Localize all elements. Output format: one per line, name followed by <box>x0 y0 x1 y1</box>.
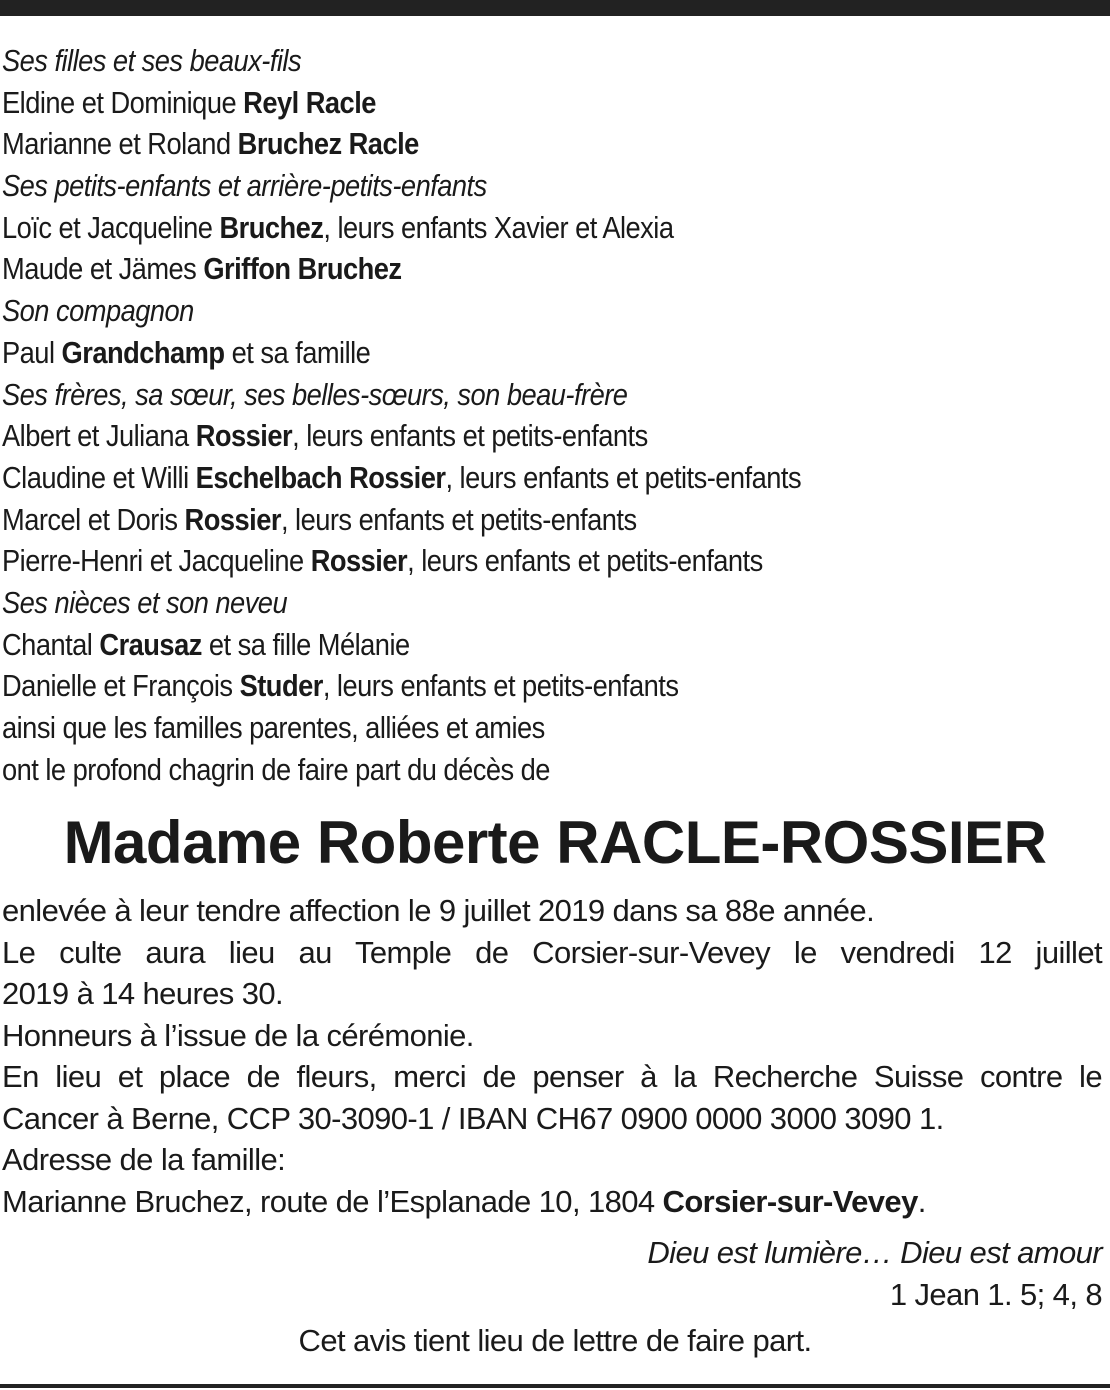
surname: Griffon Bruchez <box>203 251 402 287</box>
family-line-niece-1 <box>2 624 974 666</box>
family-address <box>2 1181 1102 1223</box>
given-names: Paul <box>2 334 62 370</box>
address-label: Adresse de la famille: <box>2 1142 286 1177</box>
honours-line: Honneurs à l’issue de la cérémonie. <box>2 1017 474 1053</box>
service-line-1: Le culte aura lieu au Temple de Corsier-sur-Vevey le vendredi 12 juillet <box>2 934 1102 970</box>
passing-date-line: enlevée à leur tendre affection le 9 juillet 2019 dans sa 88e année. <box>2 893 875 928</box>
suffix: , leurs enfants et petits-enfants <box>407 543 763 579</box>
given-names: Pierre-Henri et Jacqueline <box>2 543 311 579</box>
suffix: , leurs enfants et petits-enfants <box>280 501 637 537</box>
family-line-sibling-3 <box>2 499 974 541</box>
surname: Eschelbach Rossier <box>195 459 446 495</box>
family-line-niece-2 <box>2 665 974 707</box>
family-line-sibling-4 <box>2 540 974 582</box>
surname: Crausaz <box>99 626 202 662</box>
surname: Rossier <box>195 418 293 454</box>
given-names: Danielle et François <box>2 668 240 704</box>
suffix: et sa famille <box>224 334 371 370</box>
family-list <box>2 40 974 790</box>
given-names: Albert et Juliana <box>2 418 196 454</box>
suffix: , leurs enfants et petits-enfants <box>322 668 679 704</box>
quote-reference: 1 Jean 1. 5; 4, 8 <box>889 1276 1102 1312</box>
family-line-companion <box>2 332 974 374</box>
bottom-rule <box>0 1384 1110 1388</box>
surname: Grandchamp <box>61 334 225 370</box>
surname: Bruchez <box>219 209 324 245</box>
family-line-sibling-1 <box>2 415 974 457</box>
group-heading-nieces: Ses nièces et son neveu <box>2 584 288 620</box>
group-heading-daughters: Ses filles et ses beaux-fils <box>2 43 302 78</box>
deceased-name: Madame Roberte RACLE-ROSSIER <box>63 809 1047 876</box>
address-period: . <box>917 1183 926 1219</box>
surname: Studer <box>239 668 323 704</box>
group-heading-siblings: Ses frères, sa sœur, ses belles-sœurs, son beau-frère <box>2 376 628 412</box>
top-rule <box>0 0 1110 16</box>
scripture-quote <box>647 1232 1102 1315</box>
family-line-daughter-1 <box>2 82 974 124</box>
group-heading-grandchildren: Ses petits-enfants et arrière-petits-enfants <box>2 168 487 204</box>
family-line-grandchild-1 <box>2 207 974 249</box>
announcement-line: ont le profond chagrin de faire part du décès de <box>2 751 550 787</box>
suffix: , leurs enfants et petits-enfants <box>445 459 802 495</box>
given-names: Claudine et Willi <box>2 459 196 495</box>
quote-text: Dieu est lumière… Dieu est amour <box>647 1235 1102 1270</box>
surname: Reyl Racle <box>243 84 376 120</box>
surname: Bruchez Racle <box>237 126 419 162</box>
service-line-2: 2019 à 14 heures 30. <box>2 976 284 1011</box>
address-town: Corsier-sur-Vevey <box>662 1183 918 1219</box>
given-names: Eldine et Dominique <box>2 84 244 120</box>
suffix: , leurs enfants Xavier et Alexia <box>323 209 674 245</box>
extended-family-line: ainsi que les familles parentes, alliées et amies <box>2 710 545 745</box>
suffix: et sa fille Mélanie <box>201 626 410 662</box>
surname: Rossier <box>184 501 281 537</box>
suffix: , leurs enfants et petits-enfants <box>292 418 648 454</box>
given-names: Chantal <box>2 626 100 662</box>
closing-line: Cet avis tient lieu de lettre de faire part. <box>298 1323 812 1358</box>
donation-line-1: En lieu et place de fleurs, merci de penser à la Recherche Suisse contre le <box>2 1059 1102 1094</box>
notice-details <box>2 890 1102 1222</box>
given-names: Marianne et Roland <box>2 126 238 162</box>
group-heading-companion: Son compagnon <box>2 293 194 329</box>
address-street: Marianne Bruchez, route de l’Esplanade 10, 1804 <box>2 1183 663 1219</box>
donation-line-2: Cancer à Berne, CCP 30-3090-1 / IBAN CH67 0900 0000 3000 3090 1. <box>2 1100 944 1136</box>
family-line-grandchild-2 <box>2 248 974 290</box>
surname: Rossier <box>310 543 408 579</box>
family-line-daughter-2 <box>2 123 974 165</box>
given-names: Maude et Jämes <box>2 251 204 287</box>
given-names: Loïc et Jacqueline <box>2 209 220 245</box>
family-line-sibling-2 <box>2 457 974 499</box>
given-names: Marcel et Doris <box>2 501 185 537</box>
